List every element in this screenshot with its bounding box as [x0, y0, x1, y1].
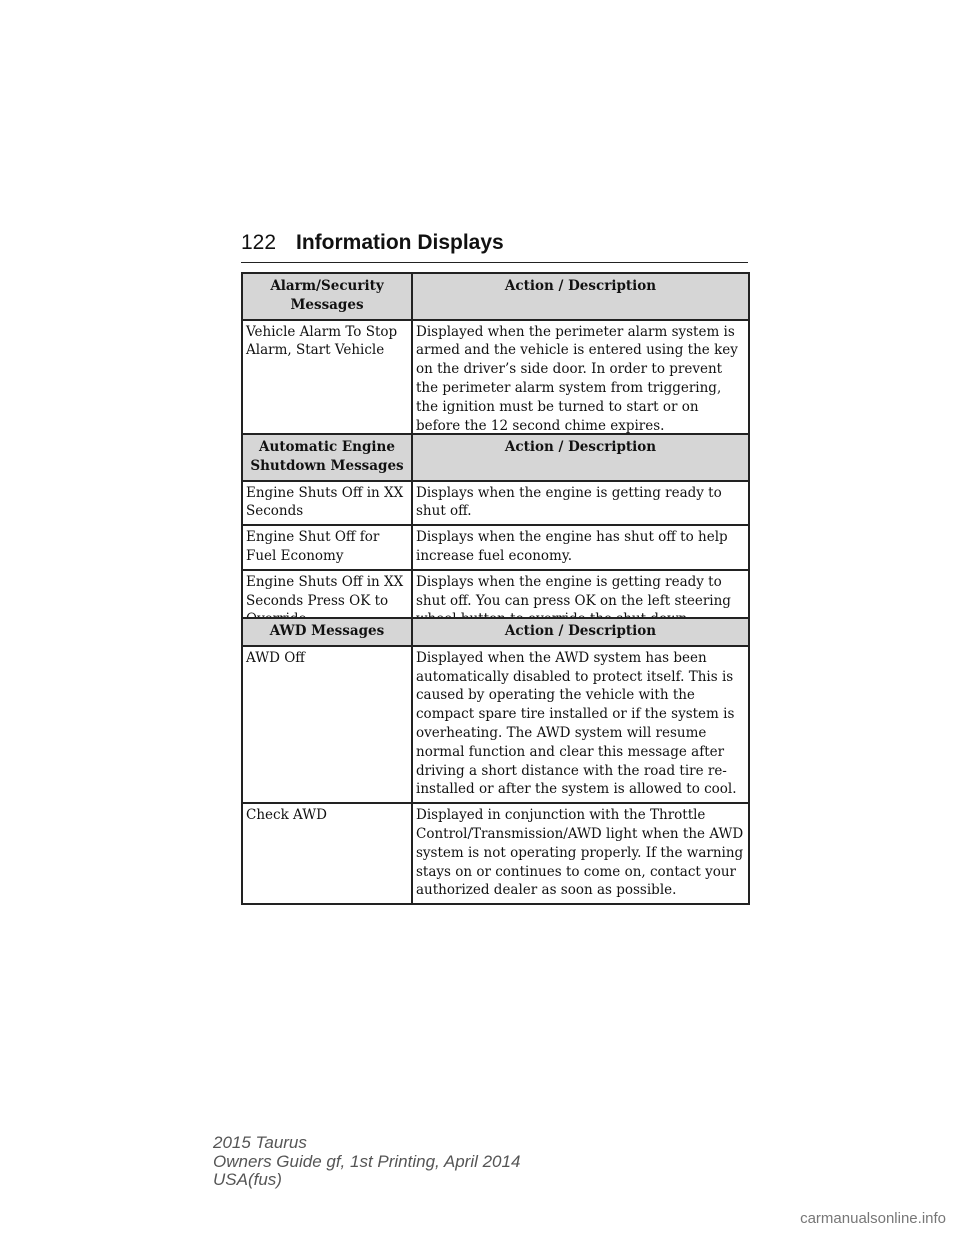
description-cell: Displayed in conjunction with the Throttle Control/Transmission/AWD light when the AWD system is not operating properly. If the warning stays on or continues to come on, contact your authorized dealer as soon as possible.: [412, 803, 749, 904]
column-header-message: Automatic Engine Shutdown Messages: [242, 434, 412, 481]
description-cell: Displays when the engine is getting ready to shut off. You can press OK on the left steering: [412, 570, 749, 633]
watermark: carmanualsonline.info: [800, 1210, 946, 1227]
table-row: [242, 803, 749, 904]
description-cell: Displayed when the perimeter alarm system is armed and the vehicle is entered using the key on the driver’s side door. In order to prevent the perimeter alarm system from triggering, the ignition must be turned to start or on before the 12 second chime expires.: [412, 320, 749, 440]
column-header-action: Action / Description: [412, 618, 749, 646]
description-cell: Displays when the engine has shut off to help increase fuel economy.: [412, 525, 749, 570]
table-row: [242, 646, 749, 803]
message-cell: Engine Shut Off for Fuel Economy: [242, 525, 412, 570]
section-title: Information Displays: [296, 231, 504, 254]
alarm-security-messages-table: [241, 272, 750, 440]
page-number: 122: [241, 231, 277, 254]
message-cell: Vehicle Alarm To Stop Alarm, Start Vehicle: [242, 320, 412, 440]
footer-market-suffix: (fus): [247, 1170, 282, 1189]
table-row: [242, 525, 749, 570]
document-footer: [213, 1134, 520, 1190]
awd-messages-table: [241, 617, 750, 905]
table-header-row: [242, 434, 749, 481]
column-header-message: Alarm/Security Messages: [242, 273, 412, 320]
table-row: [242, 481, 749, 526]
message-cell: Check AWD: [242, 803, 412, 904]
footer-model: 2015 Taurus: [213, 1133, 307, 1152]
column-header-message: AWD Messages: [242, 618, 412, 646]
column-header-action: Action / Description: [412, 434, 749, 481]
automatic-engine-shutdown-messages-table: [241, 433, 750, 634]
message-cell: Engine Shuts Off in XX Seconds: [242, 481, 412, 526]
message-cell: Engine Shuts Off in XX Seconds Press OK to: [242, 570, 412, 633]
column-header-action: Action / Description: [412, 273, 749, 320]
table-row: [242, 320, 749, 440]
description-cell: Displays when the engine is getting ready to shut off.: [412, 481, 749, 526]
description-cell: Displayed when the AWD system has been automatically disabled to protect itself. This is caused by operating the vehicle with the compact spare tire installed or if the system is overheating. The AWD system will resume normal function and clear this message after driving a short distance with the road tire re-installed or after the system is allowed to cool.: [412, 646, 749, 803]
page-header: [241, 230, 748, 263]
footer-market-code: USA: [213, 1170, 248, 1189]
footer-market: [213, 1171, 520, 1190]
table-header-row: [242, 618, 749, 646]
table-header-row: [242, 273, 749, 320]
footer-edition: Owners Guide gf, 1st Printing, April 2014: [213, 1151, 521, 1171]
message-cell: AWD Off: [242, 646, 412, 803]
